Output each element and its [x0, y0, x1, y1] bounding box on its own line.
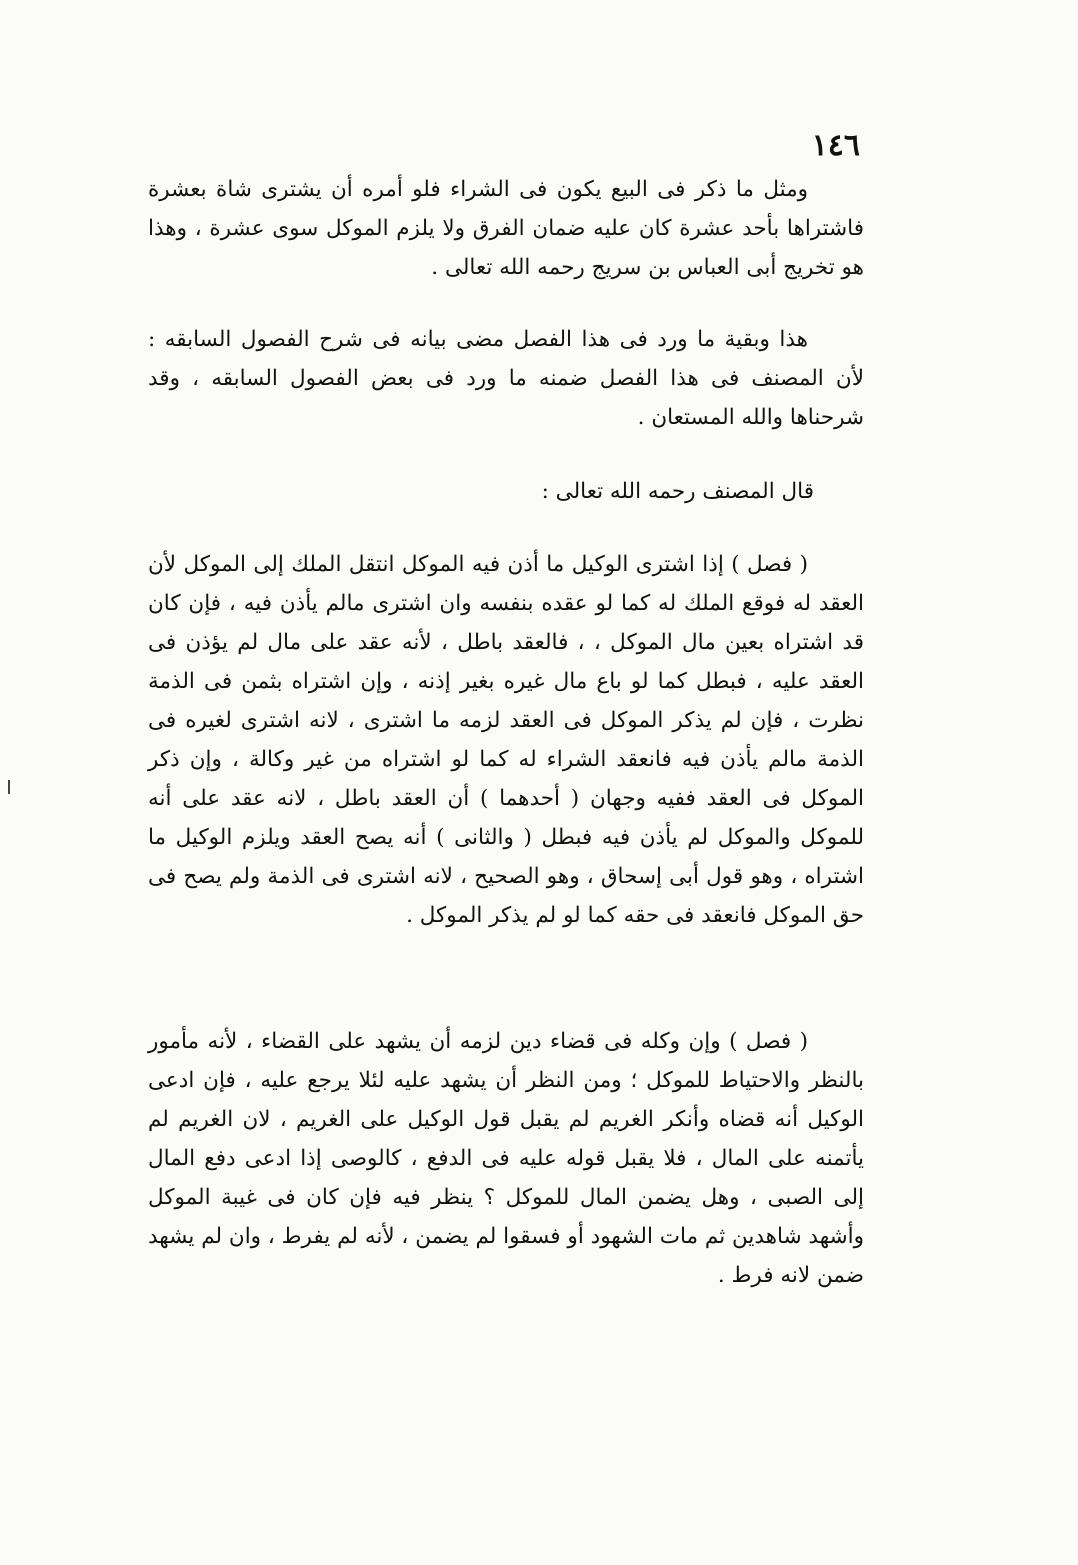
paragraph-sale-analogy [148, 170, 864, 287]
paragraph-text: ومثل ما ذكر فى البيع يكون فى الشراء فلو أمره أن يشترى شاة بعشرة فاشتراها بأحد عشرة كان عليه ضمان الفرق ولا يلزم الموكل سوى عشرة ، وهذا هو تخريج أبى العباس بن سريج رحمه الله تعالى . [148, 177, 864, 280]
paragraph-text: هذا وبقية ما ورد فى هذا الفصل مضى بيانه فى شرح الفصول السابقه : لأن المصنف فى هذا الفصل ضمنه ما ورد فى بعض الفصول السابقه ، وقد شرحناها والله المستعان . [148, 327, 864, 430]
heading-text: قال المصنف رحمه الله تعالى : [541, 479, 814, 504]
paragraph-text: ( فصل ) إذا اشترى الوكيل ما أذن فيه الموكل انتقل الملك إلى الموكل لأن العقد له فوقع الملك له كما لو عقده بنفسه وان اشترى مالم يأذن فيه ، فإن كان قد اشتراه بعين مال الموكل ، ، فالعقد باطل ، لأنه عقد على مال لم يؤذن فى العقد عليه ، فبطل كما لو باع مال غيره بغير إذنه ، وإن اشتراه بثمن فى الذمة نظرت ، فإن لم يذكر الموكل فى العقد لزمه ما اشترى ، لانه اشترى لغيره فى الذمة مالم يأذن فيه فانعقد الشراء له كما لو اشتراه من غير وكالة ، وإن ذكر الموكل فى العقد ففيه وجهان ( أحدهما ) أن العقد باطل ، لانه عقد على أنه للموكل والموكل لم يأذن فيه فبطل ( والثانى ) أنه يصح العقد ويلزم الوكيل ما اشتراه ، وهو قول أبى إسحاق ، وهو الصحيح ، لانه اشترى فى الذمة ولم يصح فى حق الموكل فانعقد فى حقه كما لو لم يذكر الموكل . [148, 552, 864, 928]
paragraph-text: ( فصل ) وإن وكله فى قضاء دين لزمه أن يشهد على القضاء ، لأنه مأمور بالنظر والاحتياط للموكل ؛ ومن النظر أن يشهد عليه لئلا يرجع عليه ، فإن ادعى الوكيل أنه قضاه وأنكر الغريم لم يقبل قول الوكيل على الغريم ، لان الغريم لم يأتمنه على المال ، فلا يقبل قوله عليه فى الدفع ، كالوصى إذا ادعى دفع المال إلى الصبى ، وهل يضمن المال للموكل ؟ ينظر فيه فإن كان فى غيبة الموكل وأشهد شاهدين ثم مات الشهود أو فسقوا لم يضمن ، لأنه لم يفرط ، وان لم يشهد ضمن لانه فرط . [148, 1029, 864, 1288]
page-number: ١٤٦ [811, 128, 860, 163]
scan-edge-mark [8, 780, 10, 794]
paragraph-debt-payment [148, 1022, 864, 1295]
paragraph-agent-purchase [148, 545, 864, 935]
paragraph-commentary-note [148, 320, 864, 437]
section-heading [148, 472, 864, 511]
